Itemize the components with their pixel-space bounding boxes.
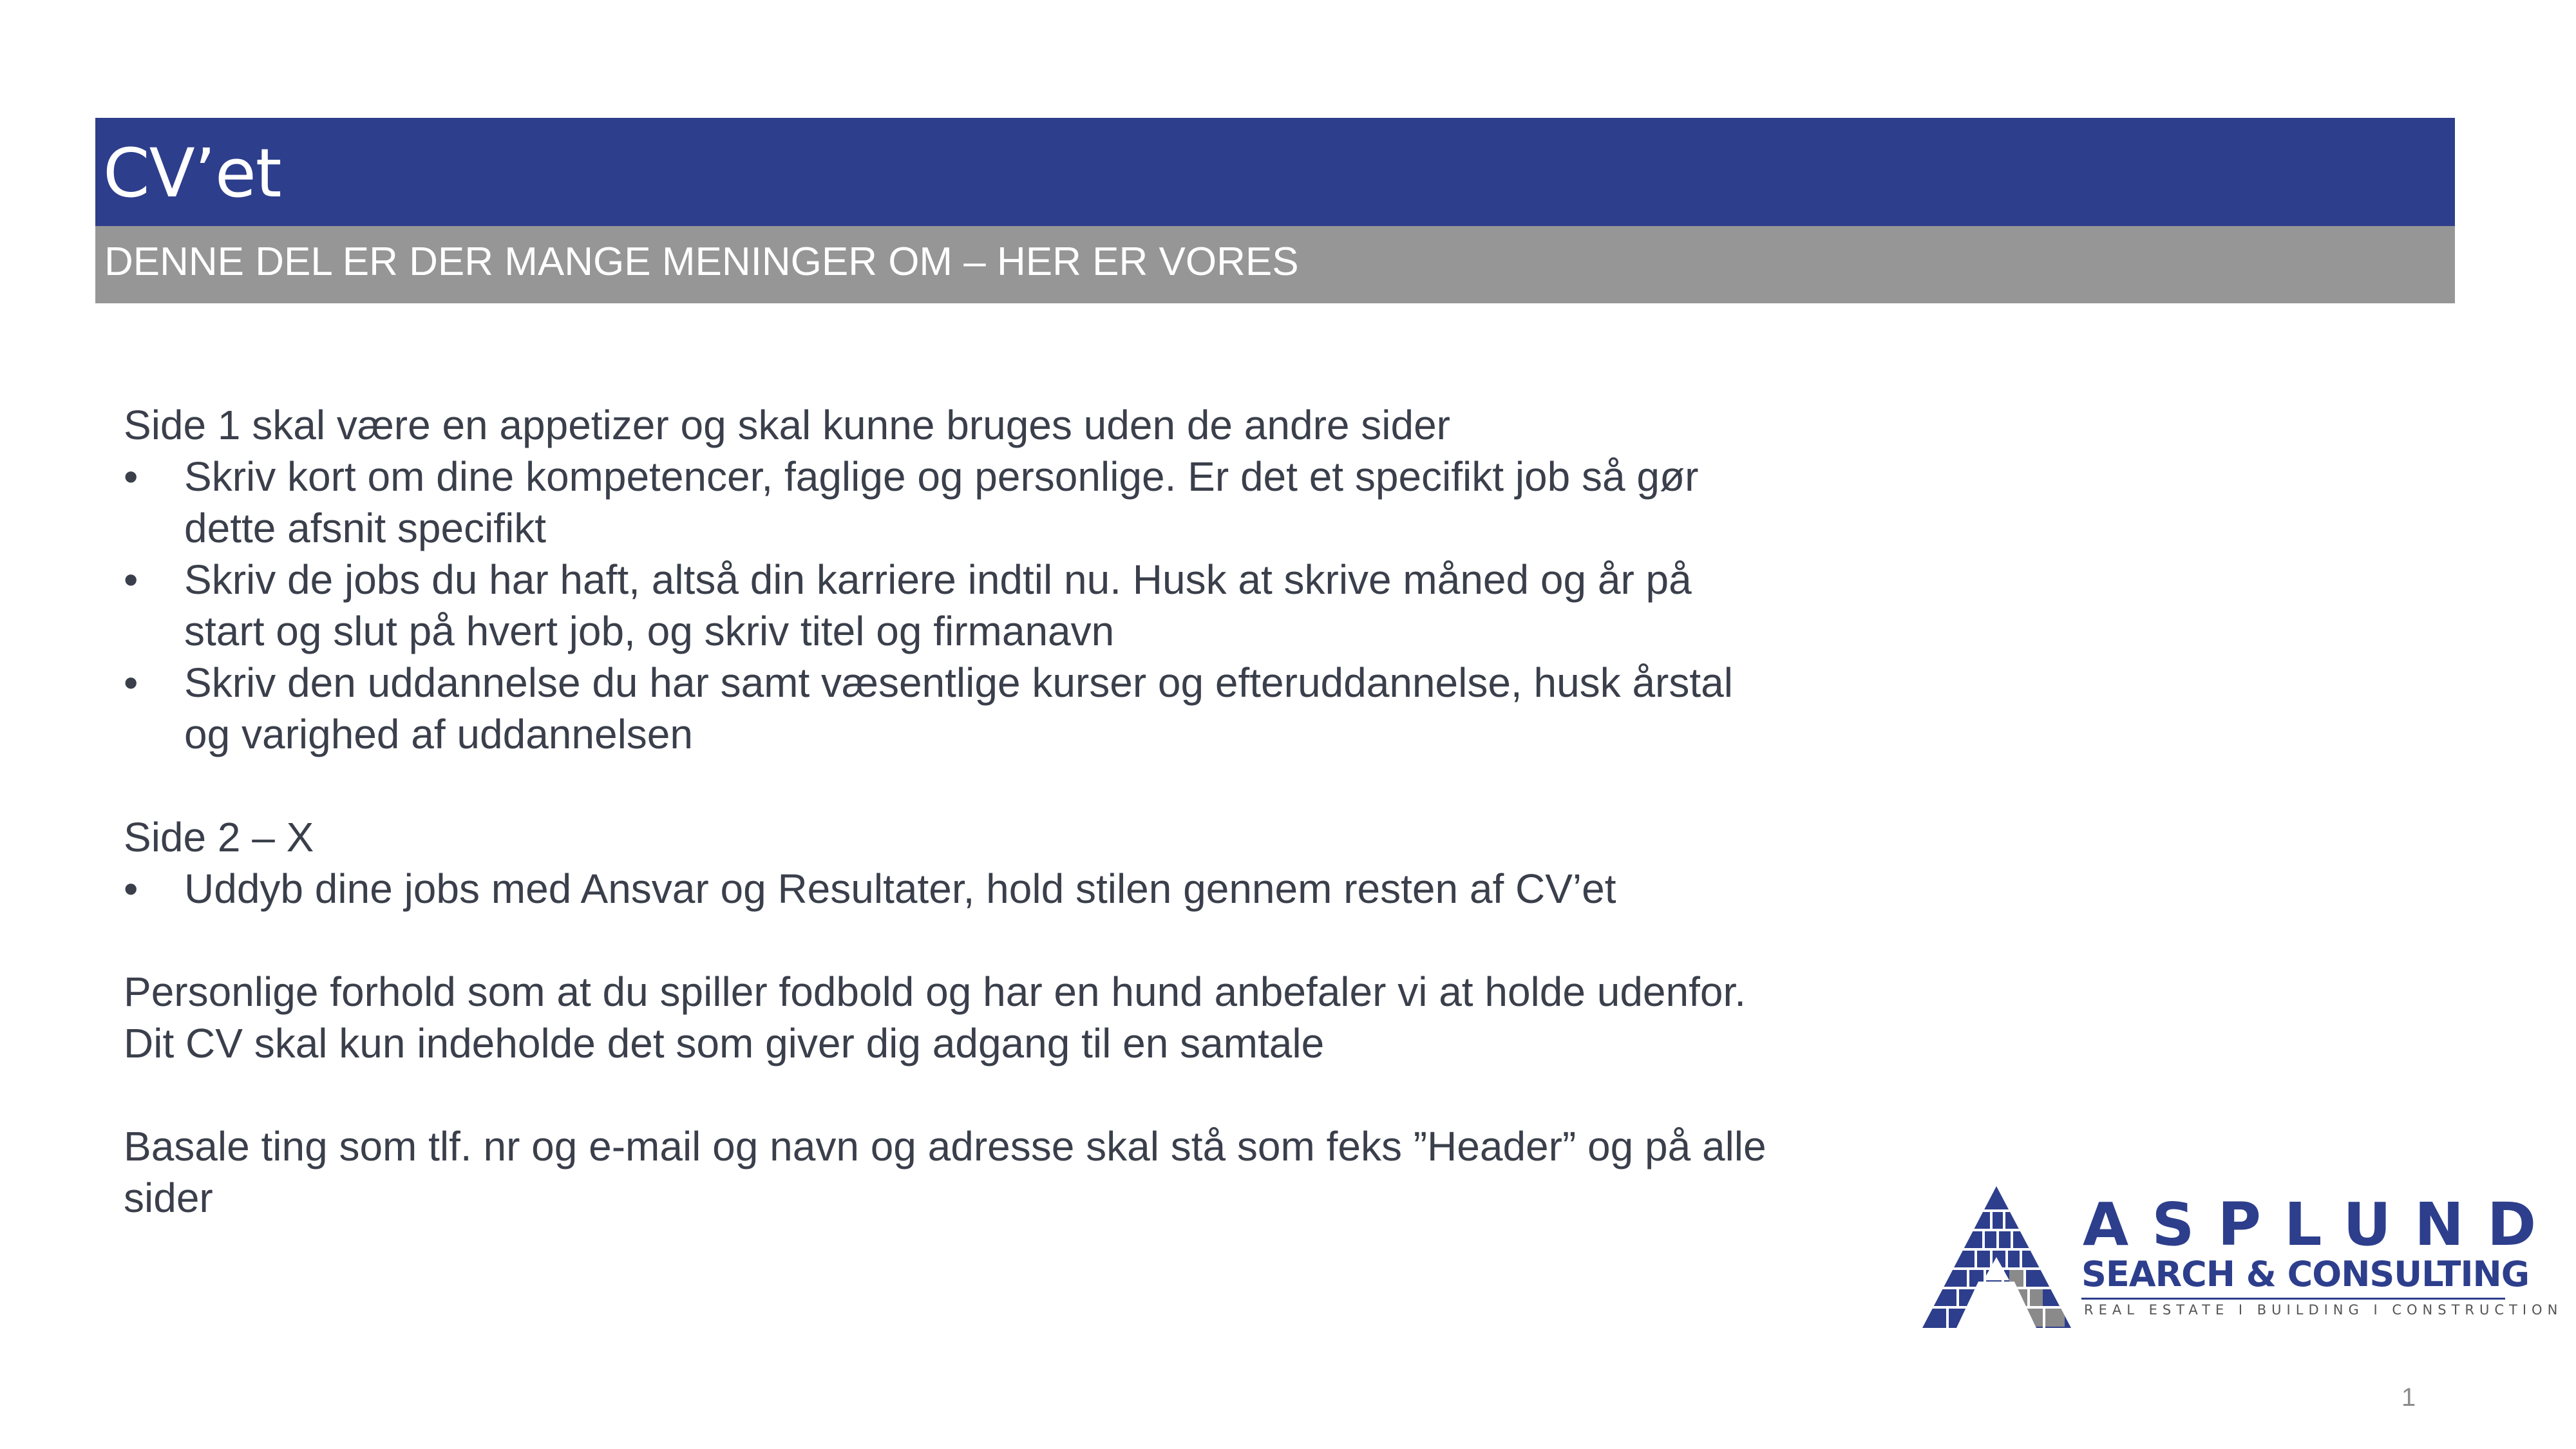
logo-subtitle: SEARCH & CONSULTING [2081,1254,2530,1294]
spacer [124,914,1772,966]
slide-subtitle: DENNE DEL ER DER MANGE MENINGER OM – HER ER VORES [104,240,1299,284]
slide-title: CV’et [103,134,281,213]
section1-bullet-list [124,451,1772,760]
section2-heading: Side 2 – X [124,814,314,860]
bullet-item [124,863,1772,914]
bullet-icon: • [124,453,138,500]
bullet-text: Skriv den uddannelse du har samt væsentlige kurser og efteruddannelse, husk årstal og varighed af uddannelsen [184,659,1733,757]
logo-divider [2081,1298,2505,1300]
page-number: 1 [2401,1383,2416,1412]
spacer [124,760,1772,811]
logo-name: ASPLUND [2083,1190,2560,1259]
title-bar [95,118,2455,226]
bullet-text: Uddyb dine jobs med Ansvar og Resultater, hold stilen gennem resten af CV’et [184,866,1616,912]
bullet-item [124,554,1772,657]
bullet-icon: • [124,556,138,603]
section1-heading: Side 1 skal være en appetizer og skal kunne bruges uden de andre sider [124,402,1450,448]
logo-tagline: REAL ESTATE I BUILDING I CONSTRUCTION [2084,1302,2563,1318]
brick-a-icon [1919,1185,2074,1330]
asplund-logo [1919,1185,2563,1333]
spacer [124,1069,1772,1121]
bullet-icon: • [124,659,138,706]
bullet-item [124,657,1772,760]
section2-bullet-list [124,863,1772,914]
subtitle-bar [95,226,2455,303]
bullet-text: Skriv de jobs du har haft, altså din karriere indtil nu. Husk at skrive måned og år på start og slut på hvert job, og skriv titel og firmanavn [184,556,1692,654]
personal-paragraph: Personlige forhold som at du spiller fodbold og har en hund anbefaler vi at holde udenfor. Dit CV skal kun indeholde det som giver dig adgang til en samtale [124,969,1747,1066]
slide-body [124,399,1772,1224]
bullet-text: Skriv kort om dine kompetencer, faglige og personlige. Er det et specifikt job så gør dette afsnit specifikt [184,453,1699,551]
basics-paragraph: Basale ting som tlf. nr og e-mail og navn og adresse skal stå som feks ”Header” og på alle sider [124,1123,1766,1221]
bullet-icon: • [124,866,138,912]
bullet-item [124,451,1772,554]
